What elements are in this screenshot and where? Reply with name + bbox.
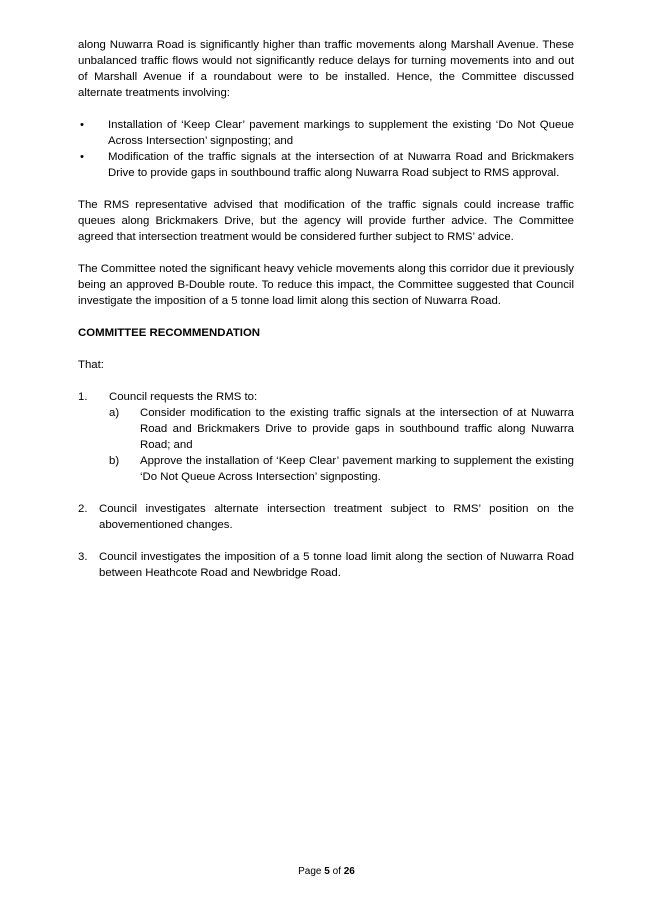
bullet-icon: • <box>80 151 84 163</box>
item-text: Council investigates alternate intersection treatment subject to RMS’ position on the abovementioned changes. <box>99 503 574 531</box>
sub-item-label: a) <box>109 407 120 419</box>
recommendation-list <box>78 389 574 581</box>
paragraph-rms: The RMS representative advised that modification of the traffic signals could increase traffic queues along Brickmakers Drive, but the agency will provide further advice. The Committee agreed that intersection treatment would be considered further subject to RMS’ advice. <box>78 199 574 243</box>
item-number: 3. <box>78 551 88 563</box>
bullet-text: Modification of the traffic signals at the intersection of at Nuwarra Road and Brickmakers Drive to provide gaps in southbound traffic along Nuwarra Road subject to RMS approval. <box>108 151 574 179</box>
recommendation-item <box>78 389 574 405</box>
item-number: 2. <box>78 503 88 515</box>
item-number: 1. <box>78 391 88 403</box>
sub-item-text: Approve the installation of ‘Keep Clear’ pavement marking to supplement the existing ‘Do Not Queue Across Intersection’ signposting. <box>140 455 574 483</box>
footer-prefix: Page <box>298 866 322 877</box>
bullet-list <box>78 117 574 181</box>
bullet-text: Installation of ‘Keep Clear’ pavement markings to supplement the existing ‘Do Not Queue Across Intersection’ signposting; and <box>108 119 574 147</box>
paragraph-intro: along Nuwarra Road is significantly higher than traffic movements along Marshall Avenue. These unbalanced traffic flows would not significantly reduce delays for turning movements into and out of Marshall Avenue if a roundabout were to be installed. Hence, the Committee discussed alternate treatments involving: <box>78 39 574 99</box>
footer-of: of <box>332 866 341 877</box>
footer-current-page: 5 <box>324 866 330 877</box>
sub-item <box>78 453 574 485</box>
bullet-item <box>78 117 574 149</box>
item-text: Council requests the RMS to: <box>109 391 258 403</box>
sub-item-label: b) <box>109 455 120 467</box>
document-body <box>78 37 574 581</box>
recommendation-item <box>78 501 574 533</box>
that-label: That: <box>78 359 104 371</box>
recommendation-item <box>78 549 574 581</box>
footer-total-pages: 26 <box>343 866 355 877</box>
item-text: Council investigates the imposition of a 5 tonne load limit along the section of Nuwarra Road between Heathcote Road and Newbridge Road. <box>99 551 574 579</box>
sub-item-text: Consider modification to the existing traffic signals at the intersection of at Nuwarra Road and Brickmakers Drive to provide gaps in southbound traffic along Nuwarra Road; and <box>140 407 574 451</box>
section-heading: COMMITTEE RECOMMENDATION <box>78 327 261 339</box>
paragraph-heavy-vehicles: The Committee noted the significant heavy vehicle movements along this corridor due it previously being an approved B-Double route. To reduce this impact, the Committee suggested that Council investigate the imposition of a 5 tonne load limit along this section of Nuwarra Road. <box>78 263 574 307</box>
sub-item <box>78 405 574 453</box>
bullet-icon: • <box>80 119 84 131</box>
page-footer <box>0 864 653 880</box>
bullet-item <box>78 149 574 181</box>
